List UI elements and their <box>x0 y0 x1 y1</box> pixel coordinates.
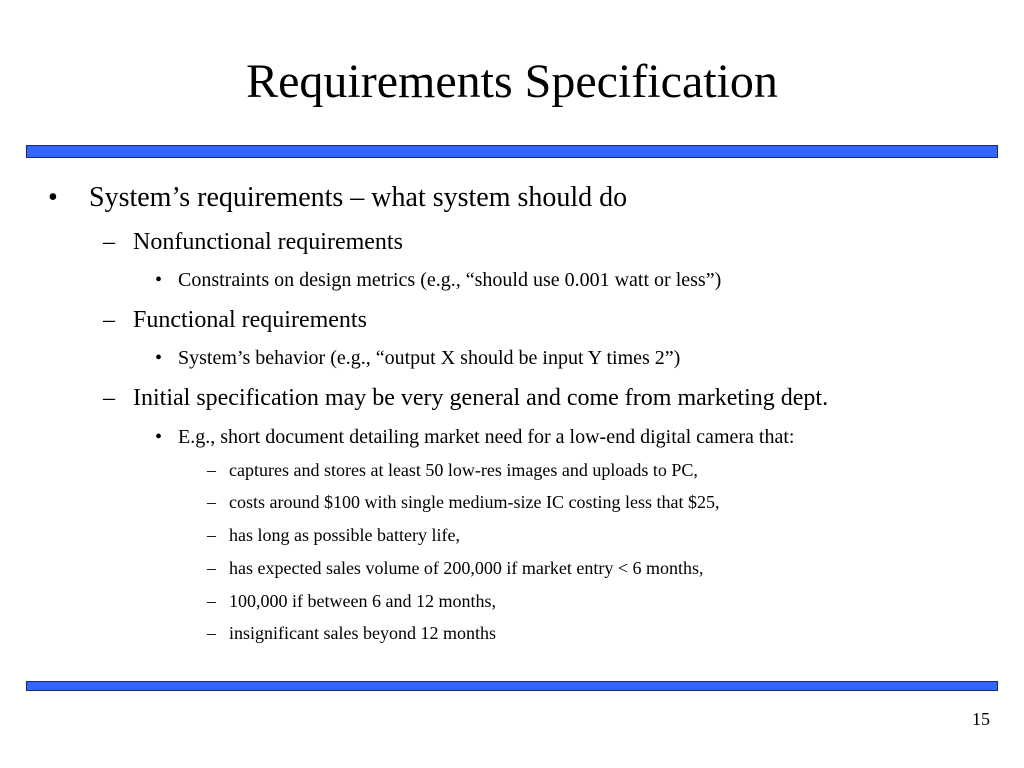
dash-marker: – <box>103 229 115 255</box>
bullet-functional-requirements: Functional requirements <box>133 307 367 333</box>
bullet-marker: • <box>155 347 163 369</box>
bullet-marker: • <box>155 426 163 448</box>
bullet-systems-requirements: System’s requirements – what system should do <box>89 182 628 213</box>
bullet-marker: • <box>155 269 163 291</box>
bullet-insignificant-sales: insignificant sales beyond 12 months <box>229 623 496 643</box>
bullet-nonfunctional-requirements: Nonfunctional requirements <box>133 229 403 255</box>
dash-marker: – <box>207 460 216 480</box>
dash-marker: – <box>207 623 216 643</box>
bullet-initial-specification: Initial specification may be very general and come from marketing dept. <box>133 385 829 411</box>
dash-marker: – <box>103 385 115 411</box>
bullet-battery-life: has long as possible battery life, <box>229 525 460 545</box>
bullet-expected-sales-volume: has expected sales volume of 200,000 if market entry < 6 months, <box>229 558 704 578</box>
dash-marker: – <box>207 525 216 545</box>
bullet-short-document-example: E.g., short document detailing market need for a low-end digital camera that: <box>178 426 795 448</box>
slide-title: Requirements Specification <box>246 55 778 108</box>
dash-marker: – <box>103 307 115 333</box>
bullet-constraints-design-metrics: Constraints on design metrics (e.g., “should use 0.001 watt or less”) <box>178 269 722 291</box>
bullet-marker: • <box>48 182 58 213</box>
footer-divider-bar <box>26 681 998 691</box>
dash-marker: – <box>207 558 216 578</box>
bullet-between-6-and-12-months: 100,000 if between 6 and 12 months, <box>229 591 496 611</box>
dash-marker: – <box>207 591 216 611</box>
bullet-captures-images: captures and stores at least 50 low-res images and uploads to PC, <box>229 460 698 480</box>
bullet-costs-around: costs around $100 with single medium-size IC costing less that $25, <box>229 492 720 512</box>
bullet-systems-behavior: System’s behavior (e.g., “output X should be input Y times 2”) <box>178 347 681 369</box>
dash-marker: – <box>207 492 216 512</box>
slide-number: 15 <box>972 709 990 729</box>
